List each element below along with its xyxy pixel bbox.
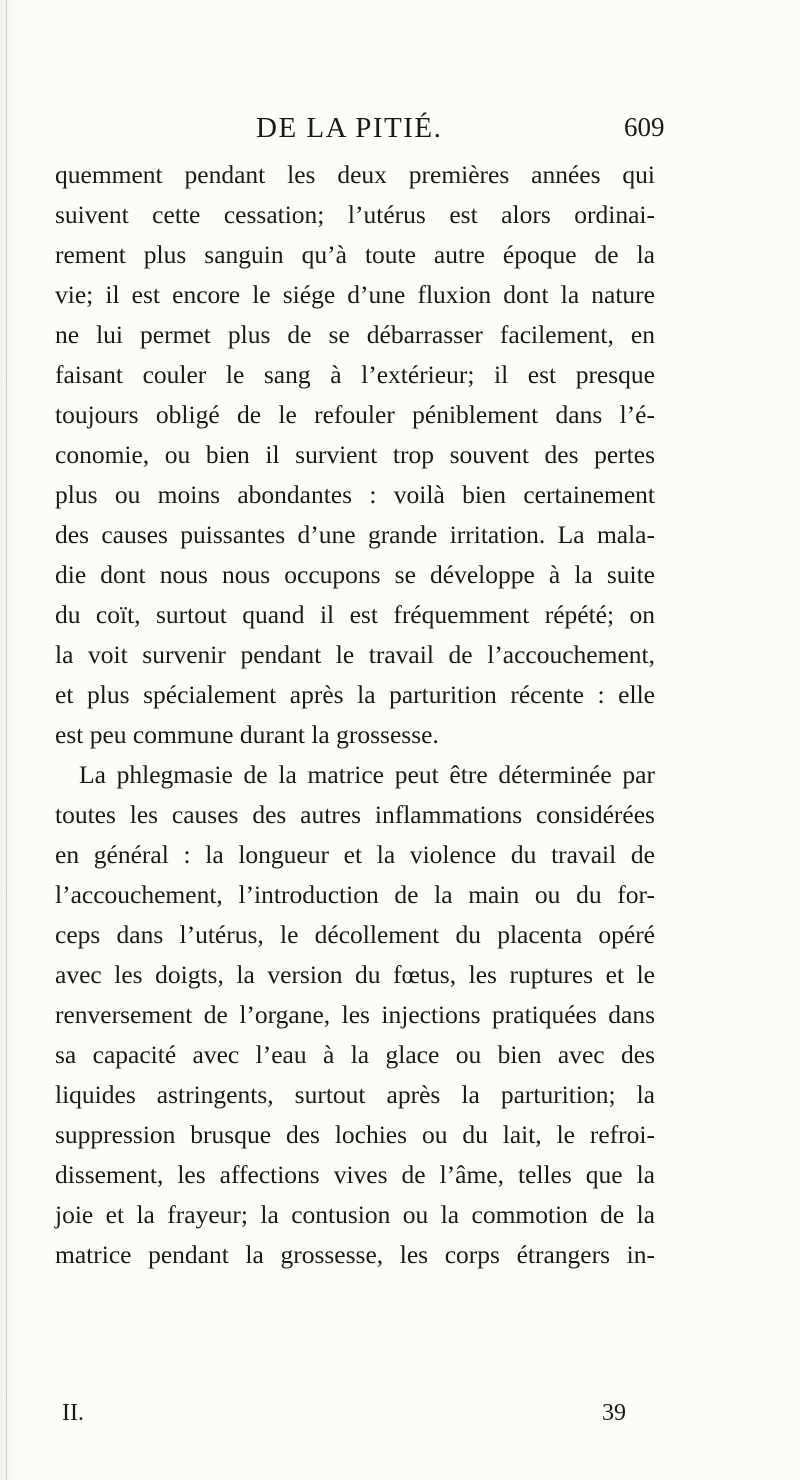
text-line: toutes les causes des autres inflammations considérées	[55, 800, 655, 829]
text-line: quemment pendant les deux premières années qui	[55, 160, 655, 189]
text-line: l’accouchement, l’introduction de la main ou du for-	[55, 880, 655, 909]
text-line: vie; il est encore le siége d’une fluxion dont la nature	[55, 280, 655, 309]
text-line: faisant couler le sang à l’extérieur; il est presque	[55, 360, 655, 389]
text-line: renversement de l’organe, les injections pratiquées dans	[55, 1000, 655, 1029]
text-line-paragraph-end: est peu commune durant la grossesse.	[55, 720, 439, 749]
text-line: la voit survenir pendant le travail de l’accouchement,	[55, 640, 655, 669]
text-line-paragraph-start: La phlegmasie de la matrice peut être déterminée par	[79, 760, 655, 789]
page-number: 609	[624, 112, 665, 142]
text-line: avec les doigts, la version du fœtus, les ruptures et le	[55, 960, 655, 989]
text-line: toujours obligé de le refouler péniblement dans l’é-	[55, 400, 655, 429]
text-line: ceps dans l’utérus, le décollement du placenta opéré	[55, 920, 655, 949]
text-line: matrice pendant la grossesse, les corps étrangers in-	[55, 1240, 655, 1269]
text-line: en général : la longueur et la violence du travail de	[55, 840, 655, 869]
running-head-title: DE LA PITIÉ.	[256, 112, 443, 144]
running-head	[0, 112, 800, 152]
page-footer	[0, 1400, 800, 1430]
text-line: liquides astringents, surtout après la parturition; la	[55, 1080, 655, 1109]
binding-edge	[6, 0, 7, 1480]
text-line: du coït, surtout quand il est fréquemment répété; on	[55, 600, 655, 629]
text-line: plus ou moins abondantes : voilà bien certainement	[55, 480, 655, 509]
text-line: rement plus sanguin qu’à toute autre époque de la	[55, 240, 655, 269]
text-line: dissement, les affections vives de l’âme, telles que la	[55, 1160, 655, 1189]
text-line: sa capacité avec l’eau à la glace ou bien avec des	[55, 1040, 655, 1069]
signature-number: 39	[602, 1400, 626, 1426]
text-line: suppression brusque des lochies ou du lait, le refroi-	[55, 1120, 655, 1149]
text-line: conomie, ou bien il survient trop souvent des pertes	[55, 440, 655, 469]
text-line: joie et la frayeur; la contusion ou la commotion de la	[55, 1200, 655, 1229]
text-line: et plus spécialement après la parturition récente : elle	[55, 680, 655, 709]
text-line: ne lui permet plus de se débarrasser facilement, en	[55, 320, 655, 349]
text-line: des causes puissantes d’une grande irritation. La mala-	[55, 520, 655, 549]
text-line: die dont nous nous occupons se développe à la suite	[55, 560, 655, 589]
text-line: suivent cette cessation; l’utérus est alors ordinai-	[55, 200, 655, 229]
signature-mark: II.	[62, 1400, 84, 1426]
